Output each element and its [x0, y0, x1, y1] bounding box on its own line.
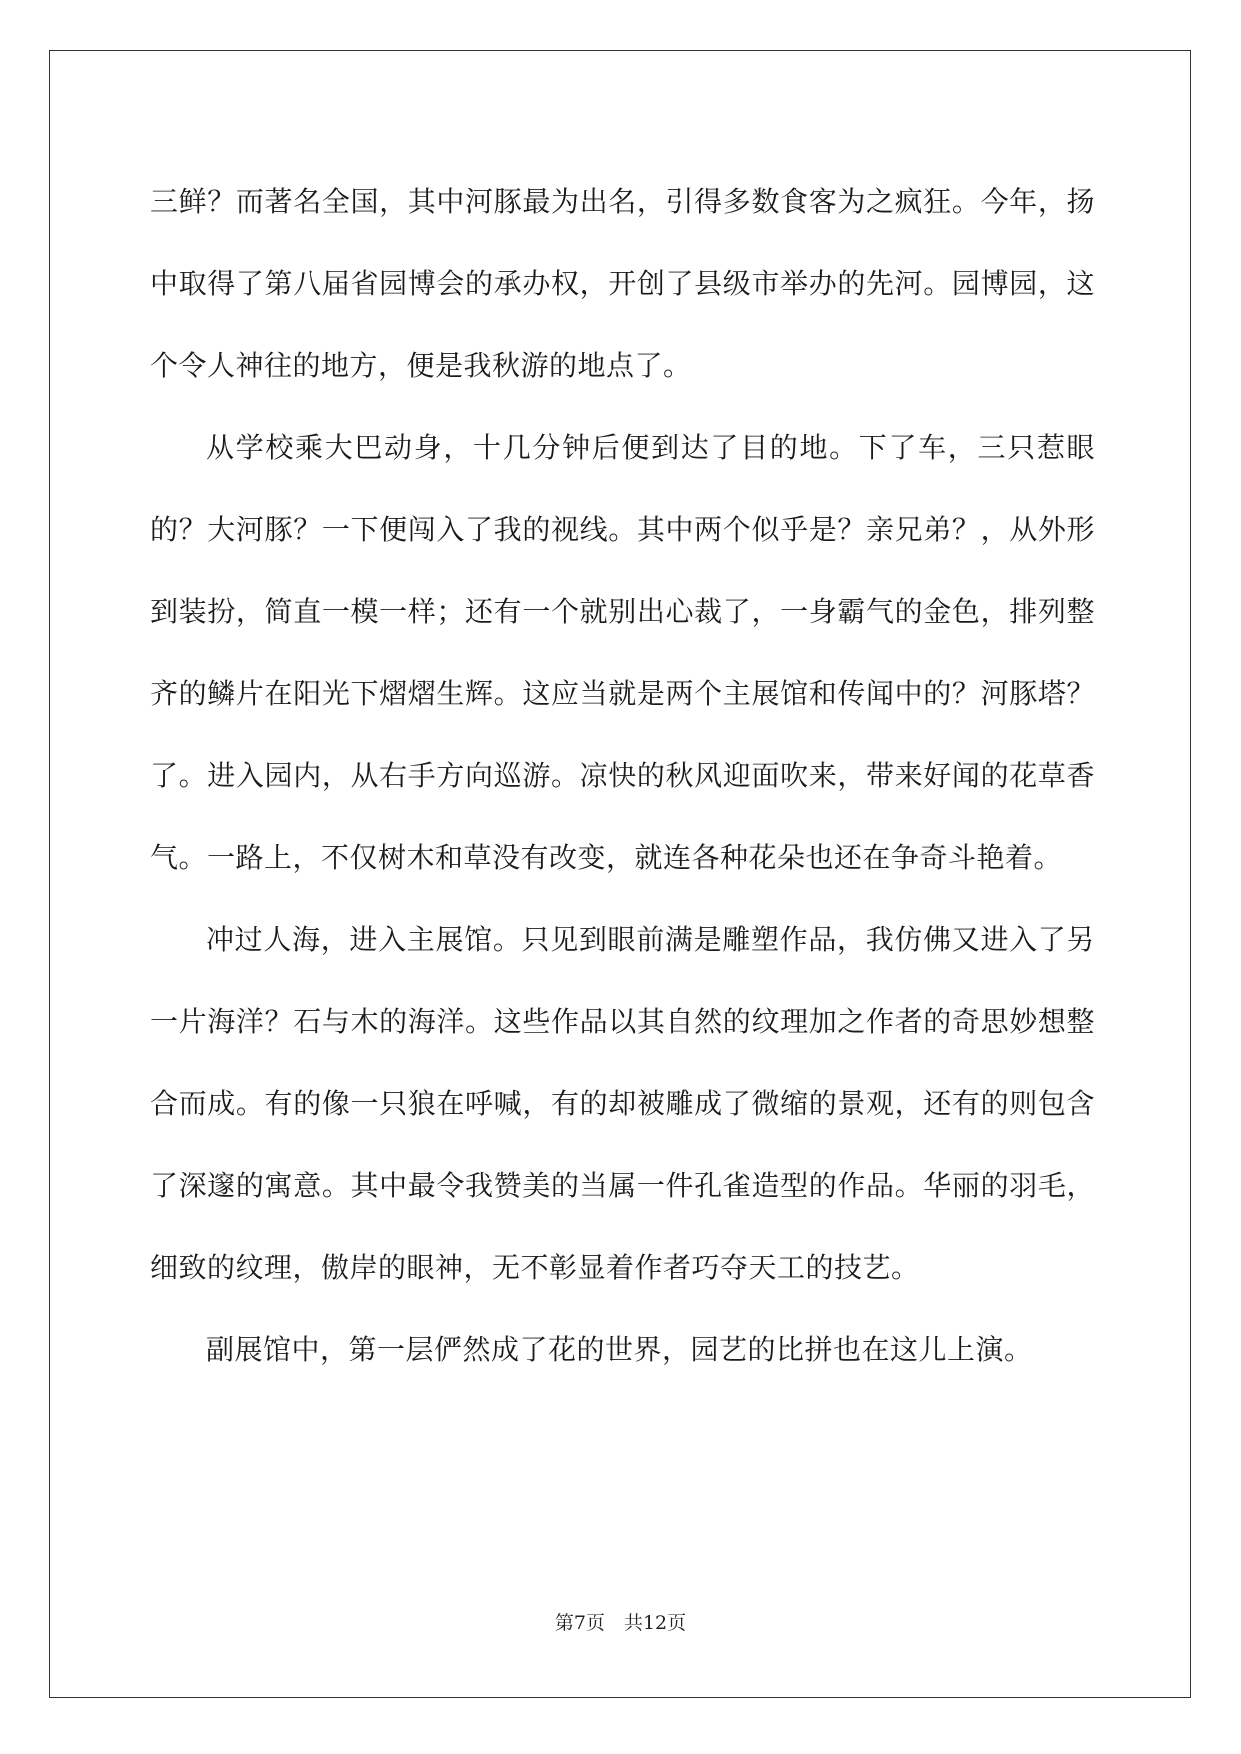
paragraph-main-hall: 冲过人海，进入主展馆。只见到眼前满是雕塑作品，我仿佛又进入了另一片海洋？石与木的海洋。这些作品以其自然的纹理加之作者的奇思妙想整合而成。有的像一只狼在呼喊，有的却被雕成了微缩的景观，还有的则包含了深邃的寓意。其中最令我赞美的当属一件孔雀造型的作品。华丽的羽毛，细致的纹理，傲岸的眼神，无不彰显着作者巧夺天工的技艺。 — [150, 923, 1095, 1284]
paragraph-arrival: 从学校乘大巴动身，十几分钟后便到达了目的地。下了车，三只惹眼的？大河豚？一下便闯入了我的视线。其中两个似乎是？亲兄弟？，从外形到装扮，简直一模一样；还有一个就别出心裁了，一身霸气的金色，排列整齐的鳞片在阳光下熠熠生辉。这应当就是两个主展馆和传闻中的？河豚塔？了。进入园内，从右手方向巡游。凉快的秋风迎面吹来，带来好闻的花草香气。一路上，不仅树木和草没有改变，就连各种花朵也还在争奇斗艳着。 — [150, 431, 1095, 874]
paragraph-continuation: 三鲜？而著名全国，其中河豚最为出名，引得多数食客为之疯狂。今年，扬中取得了第八届省园博会的承办权，开创了县级市举办的先河。园博园，这个令人神往的地方，便是我秋游的地点了。 — [150, 185, 1095, 382]
paragraph-side-hall: 副展馆中，第一层俨然成了花的世界，园艺的比拼也在这儿上演。 — [206, 1333, 1033, 1366]
page-number: 第7页 共12页 — [554, 1612, 687, 1634]
article-body — [150, 161, 1095, 1391]
